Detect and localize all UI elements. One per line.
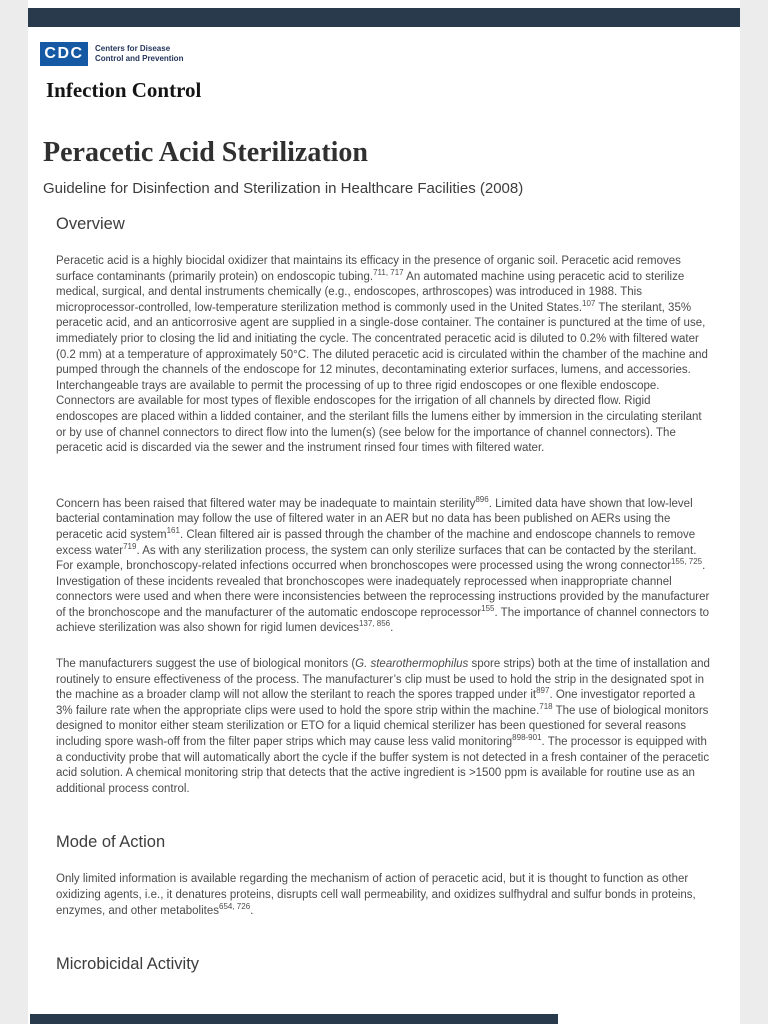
text-run: . The processor is equipped with a conductivity probe that will automatically abort the cycle if the buffer system is not detected in a fresh container of the peracetic acid solution. A chemical monitoring strip that detects that the active ingredient is >1500 ppm is available for routine use as an additional process control.: [56, 736, 710, 795]
reference-superscript: 137, 856: [358, 619, 391, 629]
text-run: . Investigation of these incidents revealed that bronchoscopes were inadequately reprocessed when inappropriate channel connectors were used and when there were inconsistencies between the reprocessing instructions provided by the manufacturer of the bronchoscope and the manufacturer of the automatic endoscope reprocessor: [56, 560, 710, 619]
paragraph: [56, 494, 712, 637]
site-header: [40, 42, 740, 103]
section-heading: Overview: [56, 215, 125, 233]
reference-superscript: 718: [539, 702, 553, 712]
reference-superscript: 161: [166, 526, 180, 536]
text-run: An automated machine using peracetic acid to sterilize medical, surgical, and dental instruments chemically (e.g., endoscopes, arthroscopes) was introduced in 1988. This microprocessor-controlled, low-temperature sterilization method is commonly used in the United States.: [56, 270, 685, 314]
text-run: Concern has been raised that filtered water may be inadequate to maintain sterility: [56, 497, 476, 510]
reference-superscript: 896: [475, 494, 489, 504]
document-title: Peracetic Acid Sterilization: [43, 137, 368, 168]
text-run: . As with any sterilization process, the system can only sterilize surfaces that can be contacted by the sterilant. For example, bronchoscopy-related infections occurred when bronchoscopes were processed using the wrong connector: [56, 544, 697, 573]
text-run: The manufacturers suggest the use of biological monitors (: [56, 658, 356, 671]
section-heading: Microbicidal Activity: [56, 955, 200, 974]
reference-superscript: 897: [536, 686, 550, 696]
text-run: The sterilant, 35% peracetic acid, and an anticorrosive agent are supplied in a single-dose container. The container is punctured at the time of use, immediately prior to closing the lid and initiating the cycle. The concentrated peracetic acid is diluted to 0.2% with filtered water (0.2 mm) at a temperature of approximately 50°C. The diluted peracetic acid is circulated within the chamber of the machine and pumped through the channels of the endoscope for 12 minutes, decontaminating exterior surfaces, lumens, and accessories. Interchangeable trays are available to permit the processing of up to three rigid endoscopes or one flexible endoscope. Connectors are available for most types of flexible endoscopes for the irrigation of all channels by directed flow. Rigid endoscopes are placed within a lidded container, and the sterilant fills the lumens either by immersion in the circulating sterilant or by use of channel connectors to direct flow into the lumen(s) (see below for the importance of channel connectors). The peracetic acid is discarded via the sewer and the instrument rinsed four times with filtered water.: [56, 301, 708, 455]
document-sections: [56, 215, 712, 974]
paragraph: [56, 657, 712, 797]
next-page-banner-bar: [30, 1014, 558, 1024]
text-run: .: [250, 904, 254, 917]
page: [28, 0, 740, 1024]
text-run: .: [390, 622, 394, 635]
reference-superscript: 711, 717: [373, 267, 404, 277]
text-run: G. stearothermophilus: [355, 658, 469, 671]
text-run: Peracetic acid is a highly biocidal oxidizer that maintains its efficacy in the presence of organic soil. Peracetic acid removes surface contaminants (primarily protein) on endoscopic tubing.: [56, 255, 681, 283]
site-title: Infection Control: [46, 78, 202, 102]
paragraph: [56, 872, 712, 919]
paragraph: [56, 254, 712, 457]
text-run: . Limited data have shown that low-level bacterial contamination may follow the use of filtered water in an AER but no data has been published on AERs using the peracetic acid system: [56, 497, 693, 541]
text-run: . The importance of channel connectors to achieve sterilization was also shown for rigid lumen devices: [56, 606, 710, 635]
top-banner-bar: [28, 8, 740, 27]
cdc-tagline: [95, 44, 183, 63]
text-run: . One investigator reported a 3% failure rate when the appropriate clips were used to hold the spore strip within the machine.: [56, 689, 696, 717]
reference-superscript: 107: [582, 298, 596, 308]
text-run: . Clean filtered air is passed through the chamber of the machine and endoscope channels to remove excess water: [56, 528, 696, 557]
text-run: The use of biological monitors designed to monitor either steam sterilization or ETO for a liquid chemical sterilizer has been questioned for several reasons including spore wash-off from the filter paper strips which may cause less valid monitoring: [56, 704, 709, 749]
tagline-line2: Control and Prevention: [95, 54, 184, 63]
reference-superscript: 155: [481, 604, 495, 614]
section-heading: Mode of Action: [56, 833, 166, 852]
text-run: Only limited information is available regarding the mechanism of action of peracetic acid, but it is thought to function as other oxidizing agents, i.e., it denatures proteins, disrupts cell wall permeability, and oxidizes sulfhydral and sulfur bonds in proteins, enzymes, and other metabolites: [56, 873, 696, 917]
cdc-brand: [40, 42, 740, 66]
text-run: spore strips) both at the time of installation and routinely to ensure effectiveness of the process. The manufacturer’s clip must be used to hold the strip in the designated spot in the machine as a broader clamp will not allow the sterilant to reach the spores trapped under it: [56, 658, 710, 702]
reference-superscript: 155, 725: [670, 557, 703, 567]
reference-superscript: 719: [123, 541, 137, 551]
cdc-logo: CDC: [40, 42, 88, 66]
reference-superscript: 898-901: [512, 733, 542, 743]
reference-superscript: 654, 726: [219, 901, 251, 911]
tagline-line1: Centers for Disease: [95, 44, 171, 54]
document-subtitle: Guideline for Disinfection and Sterilization in Healthcare Facilities (2008): [43, 180, 524, 197]
